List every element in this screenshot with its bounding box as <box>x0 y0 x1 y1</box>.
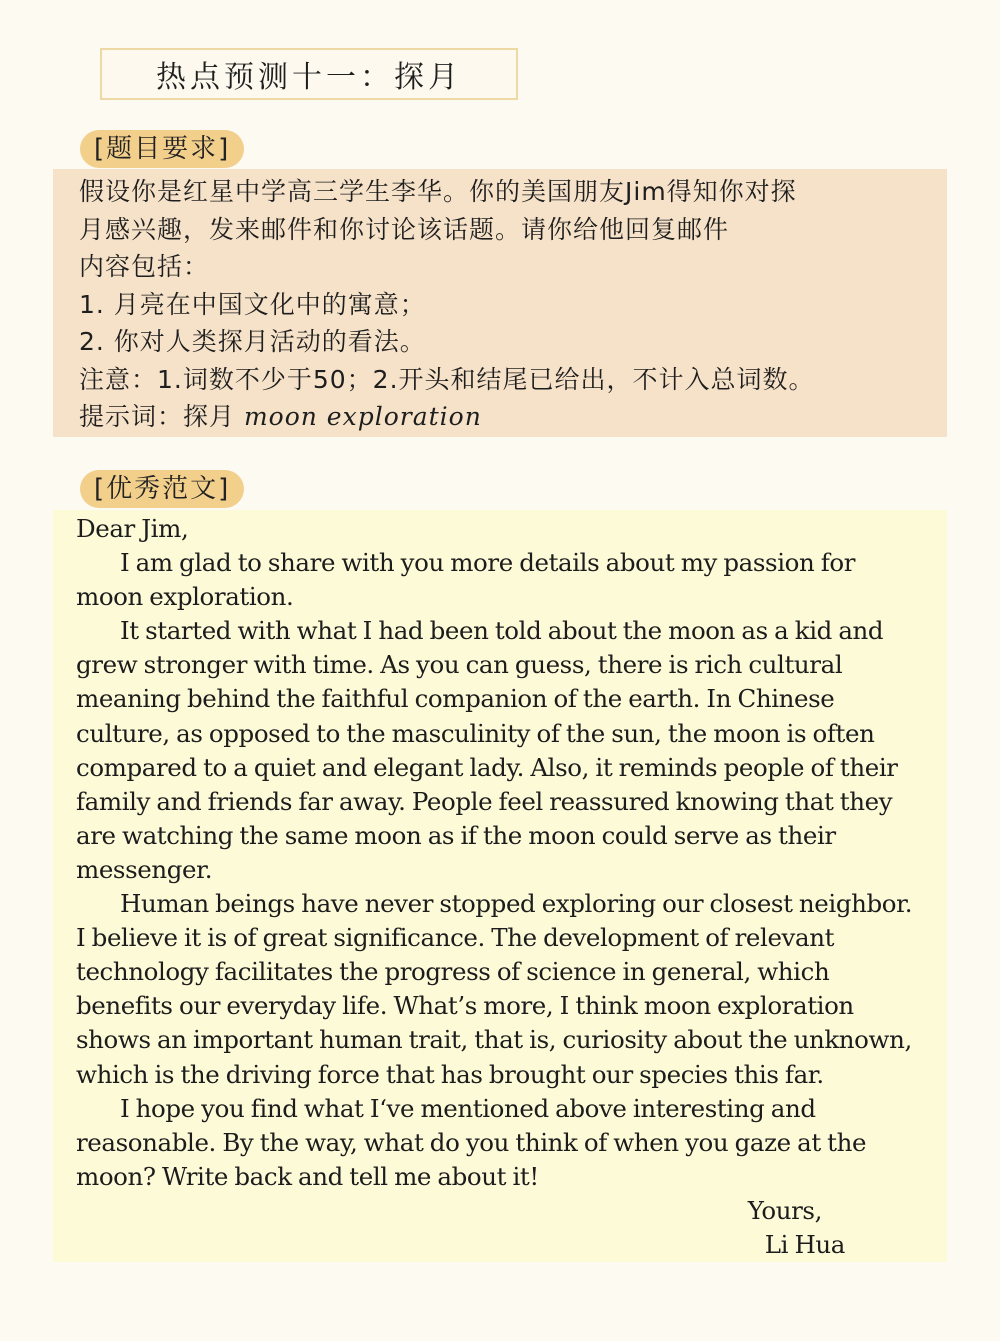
requirements-line: 假设你是红星中学高三学生李华。你的美国朋友Jim得知你对探 <box>79 177 797 206</box>
requirements-line: 注意：1.词数不少于50；2.开头和结尾已给出，不计入总词数。 <box>79 364 815 394</box>
essay-paragraph: I hope you find what I‘ve mentioned above interesting and reasonable. By the way, what do you think of when you gaze at the moon? Write back and tell me about it! <box>76 1093 867 1191</box>
hint-english: moon exploration <box>243 402 482 431</box>
essay-greeting: Dear Jim, <box>76 514 189 543</box>
page-title: 热点预测十一：探月 <box>156 60 462 95</box>
essay-paragraph: I am glad to share with you more details about my passion for moon exploration. <box>76 548 856 612</box>
hint-line <box>79 398 923 436</box>
hint-label: 提示词：探月 <box>79 402 244 431</box>
requirements-line: 月感兴趣，发来邮件和你讨论该话题。请你给他回复邮件 <box>79 214 730 244</box>
requirements-tag: [题目要求] <box>80 130 244 168</box>
requirements-line: 1. 月亮在中国文化中的寓意； <box>79 289 426 319</box>
requirements-box <box>53 169 947 437</box>
essay-box <box>53 510 947 1262</box>
title-box <box>100 48 518 100</box>
essay-closing: Yours, <box>747 1195 822 1225</box>
requirements-line: 内容包括： <box>79 252 210 281</box>
essay-paragraph: Human beings have never stopped exploring our closest neighbor. I believe it is of great significance. The development of relevant technology facilitates the progress of science in general, which benefits our everyday life. What’s more, I think moon exploration shows an important human trait, that is, curiosity about the unknown, which is the driving force that has brought our species this far. <box>76 889 913 1089</box>
essay-signature: Li Hua <box>764 1229 845 1259</box>
essay-paragraph: It started with what I had been told about the moon as a kid and grew stronger with time. As you can guess, there is rich cultural meaning behind the faithful companion of the earth. In Chinese culture, as opposed to the masculinity of the sun, the moon is often compared to a quiet and elegant lady. Also, it reminds people of their family and friends far away. People feel reassured knowing that they are watching the same moon as if the moon could serve as their messenger. <box>76 616 898 884</box>
requirements-line: 2. 你对人类探月活动的看法。 <box>79 327 426 356</box>
essay-tag: [优秀范文] <box>80 470 244 508</box>
